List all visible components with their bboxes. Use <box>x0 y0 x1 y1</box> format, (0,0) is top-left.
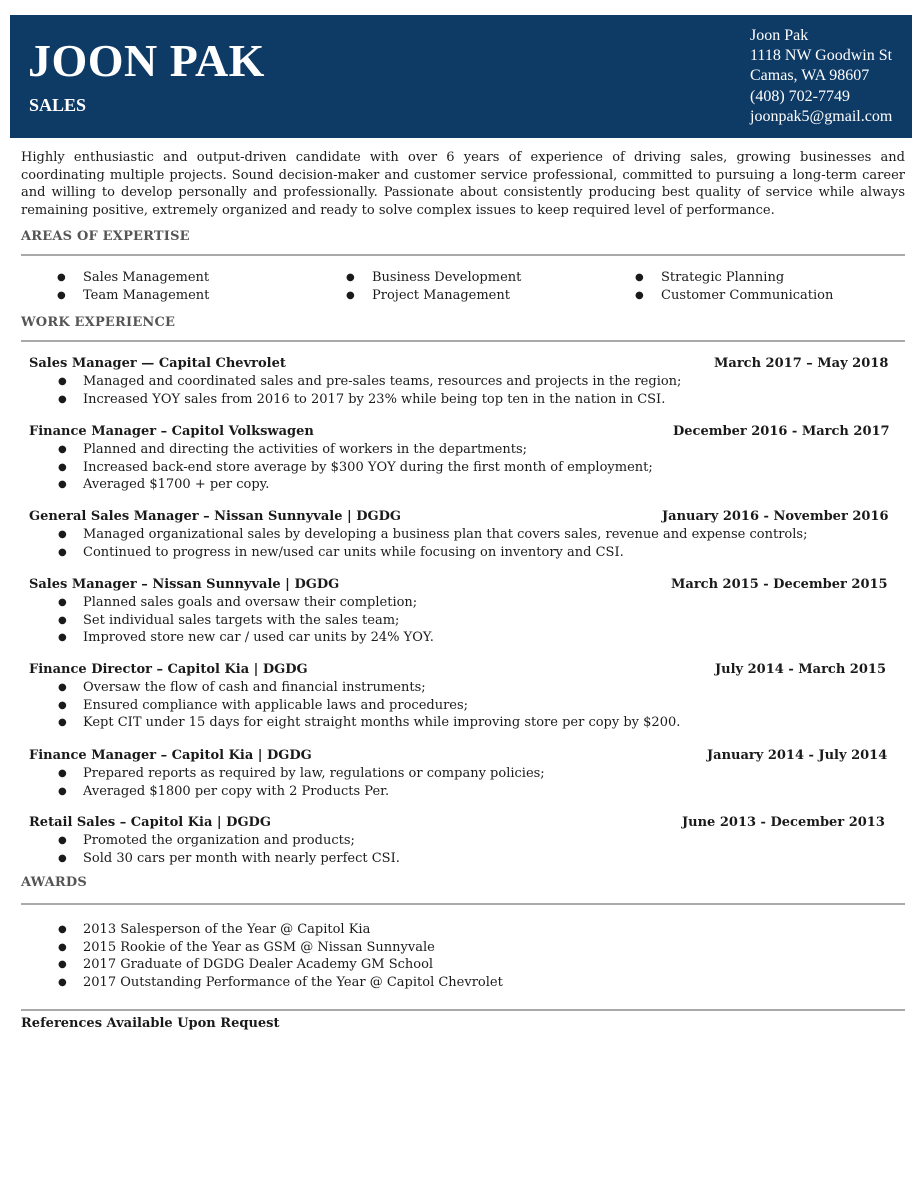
expertise-column <box>57 269 209 305</box>
award-item: ● 2015 Rookie of the Year as GSM @ Nissan Sunnyvale <box>29 939 879 957</box>
awards-bullets <box>29 921 879 991</box>
expertise-item: ● Customer Communication <box>635 287 833 305</box>
section-title-work: WORK EXPERIENCE <box>21 315 176 330</box>
job-bullets <box>29 441 879 494</box>
job-dates: March 2015 - December 2015 <box>671 577 888 592</box>
job-bullet: ● Set individual sales targets with the sales team; <box>29 612 879 630</box>
job-bullet: ● Managed organizational sales by developing a business plan that covers sales, revenue and expense controls; <box>29 526 879 544</box>
job-entry <box>29 747 888 800</box>
job-bullet: ● Improved store new car / used car units by 24% YOY. <box>29 629 879 647</box>
expertise-item: ● Business Development <box>346 269 521 287</box>
job-dates: June 2013 - December 2013 <box>682 815 885 830</box>
job-entry <box>29 508 889 561</box>
job-bullets <box>29 765 879 800</box>
award-item: ● 2017 Outstanding Performance of the Year @ Capitol Chevrolet <box>29 974 879 992</box>
expertise-column <box>635 269 833 305</box>
job-bullets <box>29 526 879 561</box>
job-bullet: ● Sold 30 cars per month with nearly perfect CSI. <box>29 850 879 868</box>
job-bullet: ● Ensured compliance with applicable laws and procedures; <box>29 697 879 715</box>
job-bullet: ● Increased YOY sales from 2016 to 2017 by 23% while being top ten in the nation in CSI. <box>29 391 879 409</box>
job-title: Finance Manager – Capitol Kia | DGDG <box>29 748 312 763</box>
expertise-item: ● Team Management <box>57 287 209 305</box>
job-bullet: ● Averaged $1800 per copy with 2 Products Per. <box>29 783 879 801</box>
job-bullet: ● Increased back-end store average by $300 YOY during the first month of employment; <box>29 459 879 477</box>
job-entry <box>29 423 890 494</box>
awards-list <box>29 921 879 991</box>
job-bullet: ● Oversaw the flow of cash and financial instruments; <box>29 679 879 697</box>
expertise-item: ● Sales Management <box>57 269 209 287</box>
award-item: ● 2017 Graduate of DGDG Dealer Academy GM School <box>29 956 879 974</box>
references-note: References Available Upon Request <box>21 1016 280 1031</box>
contact-name: Joon Pak <box>750 27 809 44</box>
section-divider <box>21 340 905 342</box>
job-dates: December 2016 - March 2017 <box>673 424 890 439</box>
job-title: Sales Manager — Capital Chevrolet <box>29 356 286 371</box>
candidate-role: SALES <box>29 95 87 115</box>
job-title: Retail Sales – Capitol Kia | DGDG <box>29 815 271 830</box>
job-entry <box>29 576 888 647</box>
section-divider <box>21 254 905 256</box>
resume-header <box>10 15 912 138</box>
job-bullet: ● Planned and directing the activities of workers in the departments; <box>29 441 879 459</box>
job-bullet: ● Prepared reports as required by law, regulations or company policies; <box>29 765 879 783</box>
job-title: Sales Manager – Nissan Sunnyvale | DGDG <box>29 577 340 592</box>
job-bullet: ● Managed and coordinated sales and pre-sales teams, resources and projects in the region; <box>29 373 879 391</box>
expertise-column <box>346 269 521 305</box>
expertise-item: ● Project Management <box>346 287 521 305</box>
award-item: ● 2013 Salesperson of the Year @ Capitol Kia <box>29 921 879 939</box>
job-title: Finance Manager – Capitol Volkswagen <box>29 424 314 439</box>
job-title: Finance Director – Capitol Kia | DGDG <box>29 662 308 677</box>
job-bullets <box>29 373 879 408</box>
section-title-awards: AWARDS <box>21 875 87 890</box>
job-bullet: ● Promoted the organization and products; <box>29 832 879 850</box>
job-bullet: ● Averaged $1700 + per copy. <box>29 476 879 494</box>
expertise-grid <box>0 269 918 309</box>
job-bullets <box>29 832 879 867</box>
job-dates: July 2014 - March 2015 <box>715 662 886 677</box>
job-bullets <box>29 594 879 647</box>
section-title-expertise: AREAS OF EXPERTISE <box>21 229 190 244</box>
section-divider <box>21 1009 905 1011</box>
summary-paragraph: Highly enthusiastic and output-driven candidate with over 6 years of experience of driving sales, growing businesses and coordinating multiple projects. Sound decision-maker and customer service professional, committed to pursuing a long-term career and willing to develop personally and professionally. Passionate about consistently producing best quality of service while always remaining positive, extremely organized and ready to solve complex issues to keep required level of performance. <box>21 150 905 219</box>
job-bullet: ● Continued to progress in new/used car units while focusing on inventory and CSI. <box>29 544 879 562</box>
section-divider <box>21 903 905 905</box>
contact-phone: (408) 702-7749 <box>750 87 850 105</box>
candidate-name: JOON PAK <box>28 35 265 86</box>
contact-email: joonpak5@gmail.com <box>750 107 893 125</box>
job-dates: March 2017 – May 2018 <box>714 356 889 371</box>
job-entry <box>29 814 885 867</box>
expertise-item: ● Strategic Planning <box>635 269 833 287</box>
job-title: General Sales Manager – Nissan Sunnyvale | DGDG <box>29 509 402 524</box>
contact-block <box>750 26 892 127</box>
job-entry <box>29 355 889 408</box>
job-entry <box>29 661 886 732</box>
job-dates: January 2016 - November 2016 <box>662 509 889 524</box>
job-bullet: ● Planned sales goals and oversaw their completion; <box>29 594 879 612</box>
job-dates: January 2014 - July 2014 <box>707 748 888 763</box>
job-bullet: ● Kept CIT under 15 days for eight straight months while improving store per copy by $200. <box>29 714 879 732</box>
job-bullets <box>29 679 879 732</box>
contact-city: Camas, WA 98607 <box>750 67 870 85</box>
contact-street: 1118 NW Goodwin St <box>750 47 893 65</box>
